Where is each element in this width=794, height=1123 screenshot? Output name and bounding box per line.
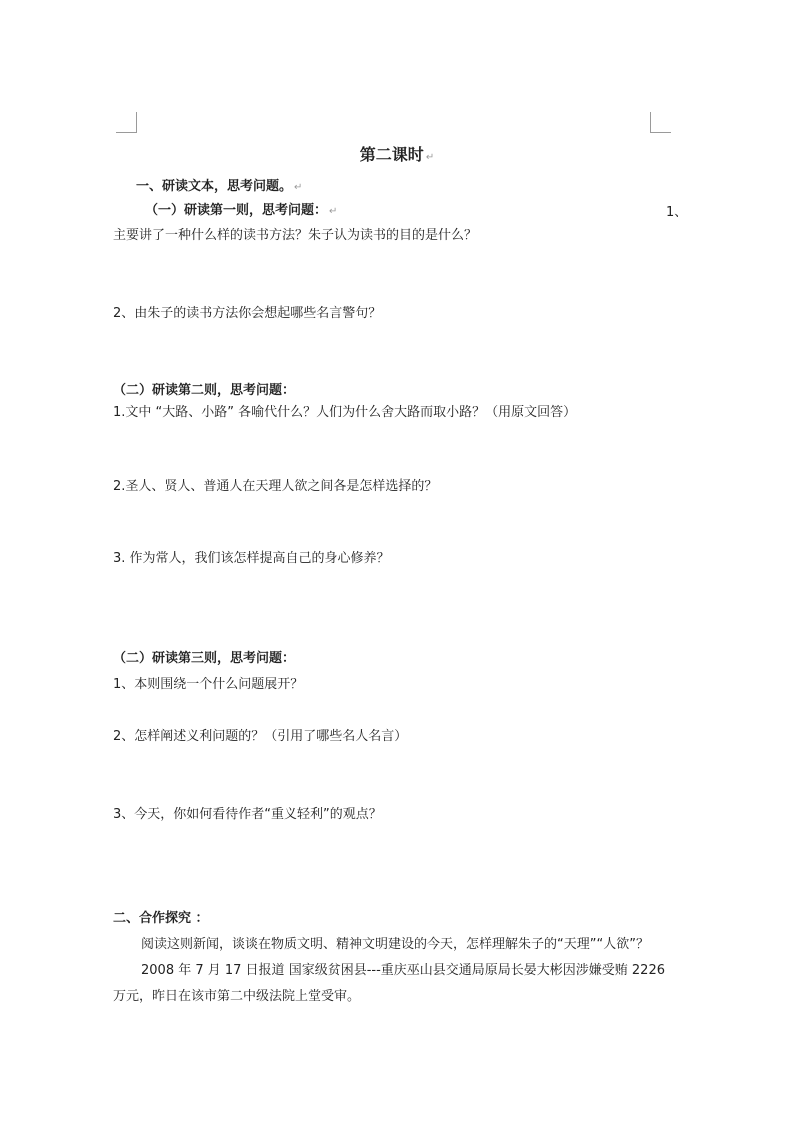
subsection-2-question-2: 2.圣人、贤人、普通人在天理人欲之间各是怎样选择的？ (113, 479, 438, 494)
section-2-paragraph-2-line-1: 2008 年 7 月 17 日报道 国家级贫困县---重庆巫山县交通局原局长晏大彬因涉嫌受贿 2226 (141, 963, 665, 978)
paragraph-mark-icon: ↵ (425, 152, 435, 163)
title-text: 第二课时 (359, 145, 424, 164)
question-2-text: 2、由朱子的读书方法你会想起哪些名言警句？ (113, 306, 382, 321)
subsection-3-question-3: 3、今天，你如何看待作者“重义轻利”的观点？ (113, 807, 382, 822)
subsection-2-question-3: 3. 作为常人，我们该怎样提高自己的身心修养？ (113, 551, 390, 566)
page-corner-mark-top-left (116, 112, 137, 133)
subsection-3-question-2: 2、怎样阐述义利问题的？（引用了哪些名人名言） (113, 729, 408, 744)
subsection-2-question-1: 1.文中 “大路、小路” 各喻代什么？人们为什么舍大路而取小路？（用原文回答） (113, 405, 577, 420)
subsection-1-heading (145, 202, 337, 221)
paragraph-mark-icon: ↵ (329, 206, 338, 217)
subsection-2-heading: （二）研读第二则，思考问题： (113, 383, 296, 398)
subsection-3-question-1: 1、本则围绕一个什么问题展开？ (113, 677, 304, 692)
section-2-heading: 二、合作探究 ： (113, 911, 209, 926)
section-1-heading (136, 178, 302, 197)
section-1-heading-text: 一、研读文本，思考问题。 (136, 179, 293, 194)
subsection-3-heading: （二）研读第三则，思考问题： (113, 651, 296, 666)
section-2-paragraph-1: 阅读这则新闻，谈谈在物质文明、精神文明建设的今天，怎样理解朱子的“天理”“人欲”？ (141, 937, 649, 952)
question-1-number: 1、 (666, 205, 688, 220)
page-title (0, 144, 794, 169)
section-2-paragraph-2-line-2: 万元，昨日在该市第二中级法院上堂受审。 (113, 989, 361, 1004)
paragraph-mark-icon: ↵ (294, 182, 303, 193)
subsection-1-heading-text: （一）研读第一则，思考问题： (145, 203, 328, 218)
page-corner-mark-top-right (650, 112, 671, 133)
question-1-text: 主要讲了一种什么样的读书方法？朱子认为读书的目的是什么？ (113, 228, 478, 243)
